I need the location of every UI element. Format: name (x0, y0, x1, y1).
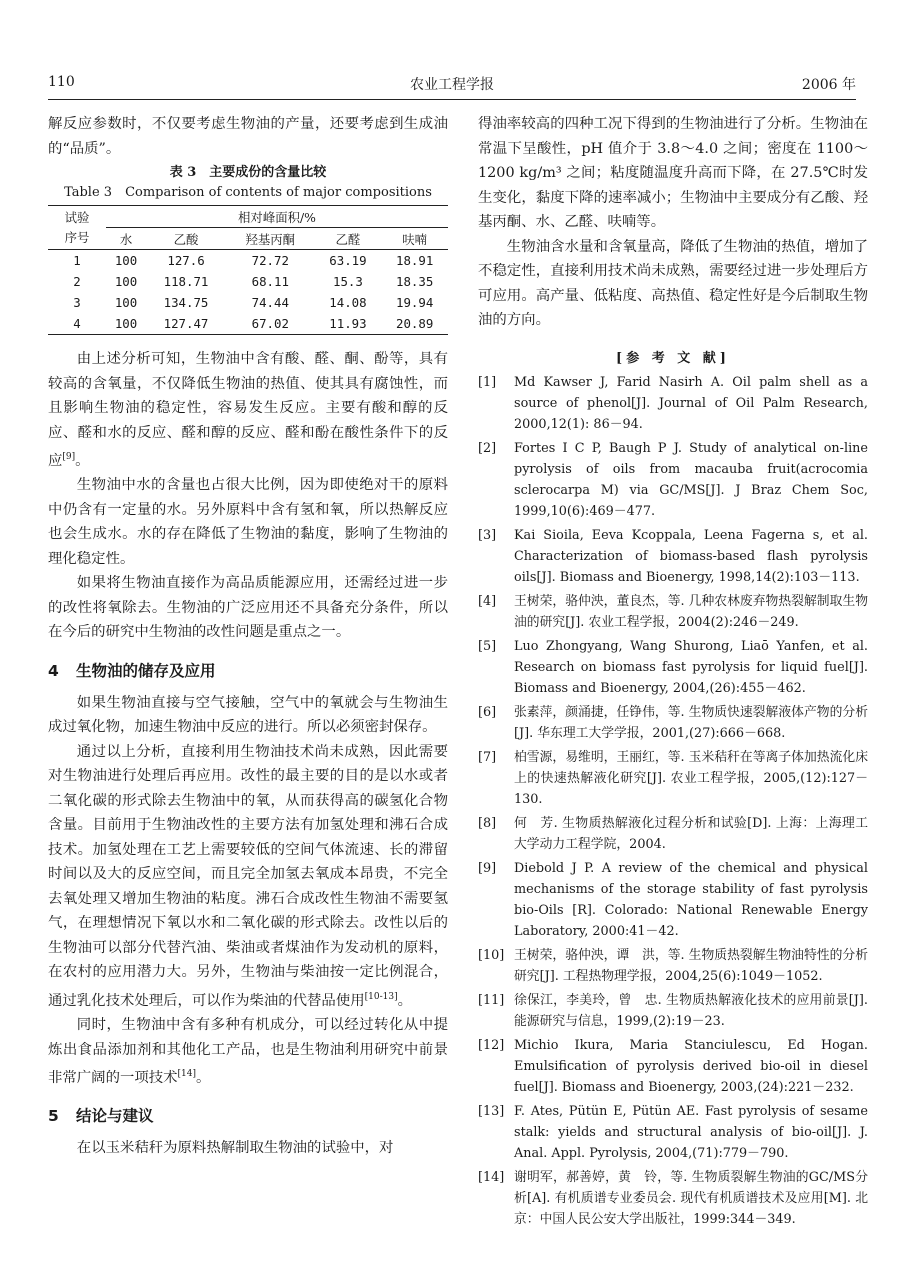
table-row (48, 250, 448, 272)
reference-item (478, 1101, 868, 1164)
section-title: 生物油的储存及应用 (76, 661, 216, 680)
reference-text: Fortes I C P, Baugh P J. Study of analytical on-line pyrolysis of oils from macauba fruit(acrocomia sclerocarpa M) via GC/MS[J]. J Braz Chem Soc, 1999,10(6):469－477. (514, 440, 868, 519)
paragraph-analysis (48, 347, 448, 473)
reference-text: 张素萍，颜涌捷，任铮伟，等. 生物质快速裂解液体产物的分析[J]. 华东理工大学学报，2001,(27):666－668. (514, 704, 868, 741)
table-col-header: 呋喃 (402, 231, 428, 247)
table-cell: 100 (114, 295, 138, 310)
section-number: 5 (48, 1107, 59, 1126)
table-caption-en: Table 3 Comparison of contents of major compositions (64, 185, 432, 200)
reference-text: 王树荣，骆仲泱，谭 洪，等. 生物质热裂解生物油特性的分析研究[J]. 工程热物理学报，2004,25(6):1049－1052. (514, 947, 868, 984)
table-head-trial-line1: 试验 (64, 209, 90, 225)
reference-item (478, 591, 868, 633)
table-col-header: 羟基丙酮 (245, 231, 296, 247)
reference-item (478, 858, 868, 942)
reference-text: Md Kawser J, Farid Nasirh A. Oil palm shell as a source of phenol[J]. Journal of Oil Palm Research, 2000,12(1): 86－94. (514, 374, 868, 432)
reference-text: 谢明军，郝善婷，黄 铃，等. 生物质裂解生物油的GC/MS分析[A]. 有机质谱专业委员会. 现代有机质谱技术及应用[M]. 北京：中国人民公安大学出版社，1999:344－349. (514, 1169, 868, 1227)
reference-number: [12] (478, 1037, 505, 1053)
table-cell: 100 (114, 316, 138, 331)
intro-paragraph: 解反应参数时，不仅要考虑生物油的产量，还要考虑到生成油的“品质”。 (48, 116, 448, 157)
paragraph-conclusion-cont: 得油率较高的四种工况下得到的生物油进行了分析。生物油在常温下呈酸性，pH 值介于 3.8～4.0 之间；密度在 1100～1200 kg/m³ 之间；粘度随温度升高而下降，在 27.5℃时发生变化，黏度下降的速率减小；生物油中主要成分有乙酸、羟基丙酮、水、乙醛、呋喃等。 (478, 116, 868, 230)
publication-year: 2006 年 (801, 77, 856, 93)
paragraph-chemicals (48, 1013, 448, 1090)
table-cell: 134.75 (163, 295, 209, 310)
reference-item (478, 702, 868, 744)
reference-text: Kai Sioila, Eeva Kcoppala, Leena Fagerna s, et al. Characterization of biomass-based flash pyrolysis oils[J]. Biomass and Bioenergy, 1998,14(2):103－113. (514, 527, 868, 585)
table-cell: 100 (114, 253, 138, 268)
paragraph-outlook: 生物油含水量和含氧量高，降低了生物油的热值，增加了不稳定性，直接利用技术尚未成熟，需要经过进一步处理后方可应用。高产量、低粘度、高热值、稳定性好是今后制取生物油的方向。 (478, 238, 868, 328)
table-cell: 3 (73, 295, 81, 310)
table-span-header: 相对峰面积/% (106, 206, 448, 228)
journal-name: 农业工程学报 (410, 77, 494, 93)
right-column (478, 112, 868, 1233)
reference-item (478, 636, 868, 699)
paragraph-end: 。 (75, 452, 90, 469)
reference-number: [4] (478, 593, 497, 609)
header-rule (48, 99, 856, 100)
paragraph-conclusion-start: 在以玉米秸秆为原料热解制取生物油的试验中，对 (76, 1140, 394, 1157)
paragraph-end: 。 (397, 992, 412, 1009)
reference-number: [14] (478, 1169, 505, 1185)
table-cell: 67.02 (251, 316, 289, 331)
table-head-trial-line2: 序号 (64, 229, 90, 245)
table-cell: 1 (73, 253, 81, 268)
reference-text: 柏雪源，易维明，王丽红，等. 玉米秸秆在等离子体加热流化床上的快速热解液化研究[J]. 农业工程学报，2005,(12):127－130. (514, 749, 868, 807)
reference-item (478, 1167, 868, 1230)
reference-number: [6] (478, 704, 497, 720)
paragraph-text: 同时，生物油中含有多种有机成分，可以经过转化从中提炼出食品添加剂和其他化工产品，也是生物油利用研究中前景非常广阔的一项技术 (48, 1017, 448, 1086)
reference-number: [2] (478, 440, 497, 456)
table-cell: 100 (114, 274, 138, 289)
paragraph-storage: 如果生物油直接与空气接触，空气中的氧就会与生物油生成过氧化物，加速生物油中反应的进行。所以必须密封保存。 (48, 694, 448, 736)
reference-text: Michio Ikura, Maria Stanciulescu, Ed Hogan. Emulsification of pyrolysis derived bio-oil in diesel fuel[J]. Biomass and Bioenergy, 2003,(24):221－232. (514, 1037, 868, 1095)
left-column (48, 112, 448, 1161)
table-cell: 15.3 (333, 274, 363, 289)
reference-item (478, 813, 868, 855)
table-caption-cn: 表 3 主要成份的含量比较 (169, 165, 327, 180)
reference-item (478, 747, 868, 810)
composition-table (48, 205, 448, 335)
reference-number: [5] (478, 638, 497, 654)
table-cell: 18.91 (395, 253, 434, 268)
reference-number: [8] (478, 815, 497, 831)
reference-number: [9] (478, 860, 497, 876)
section-4-heading (48, 659, 448, 681)
reference-number: [7] (478, 749, 497, 765)
reference-number: [11] (478, 992, 505, 1008)
paragraph-end: 。 (196, 1069, 211, 1086)
table-row (48, 271, 448, 292)
reference-item (478, 990, 868, 1032)
table-cell: 63.19 (329, 253, 367, 268)
table-cell: 118.71 (163, 274, 209, 289)
table-cell: 20.89 (395, 316, 434, 331)
reference-item (478, 525, 868, 588)
table-row (48, 313, 448, 335)
paragraph-modification: 如果将生物油直接作为高品质能源应用，还需经过进一步的改性将氧除去。生物油的广泛应用还不具备充分条件，所以在今后的研究中生物油的改性问题是重点之一。 (48, 575, 448, 641)
table-col-header: 乙醛 (335, 231, 361, 247)
reference-item (478, 372, 868, 435)
citation: [14] (177, 1069, 197, 1080)
table-head-trial (48, 206, 106, 250)
section-title: 结论与建议 (76, 1107, 154, 1126)
reference-text: 徐保江，李美玲，曾 忠. 生物质热解液化技术的应用前景[J]. 能源研究与信息，1999,(2):19－23. (514, 992, 868, 1029)
table-col-header: 乙酸 (173, 231, 199, 247)
reference-item (478, 438, 868, 522)
paragraph-text: 由上述分析可知，生物油中含有酸、醛、酮、酚等，具有较高的含氧量，不仅降低生物油的热值、使其具有腐蚀性，而且影响生物油的稳定性，容易发生反应。主要有酸和醇的反应、醛和水的反应、醛和醇的反应、醛和酚在酸性条件下的反应 (48, 351, 448, 469)
table-cell: 127.47 (163, 316, 209, 331)
reference-item (478, 1035, 868, 1098)
section-5-heading (48, 1104, 448, 1126)
table-cell: 14.08 (329, 295, 367, 310)
table-cell: 18.35 (395, 274, 434, 289)
section-number: 4 (48, 661, 59, 680)
reference-text: Diebold J P. A review of the chemical and physical mechanisms of the storage stability of fast pyrolysis bio-Oils [R]. Colorado: National Renewable Energy Laboratory, 2000:41－42. (514, 860, 868, 939)
paragraph-text: 通过以上分析，直接利用生物油技术尚未成熟，因此需要对生物油进行处理后再应用。改性的最主要的目的是以水或者二氧化碳的形式除去生物油中的氧，从而获得高的碳氢化合物含量。目前用于生物油改性的主要方法有加氢处理和沸石合成技术。加氢处理在工艺上需要较低的空间气体流速、长的滞留时间以及大的反应空间，而且完全加氢去氧成本昂贵，不完全去氧处理又增加生物油的粘度。沸石合成改性生物油不需要氢气，在理想情况下氧以水和二氧化碳的形式除去。改性以后的生物油可以部分代替汽油、柴油或者煤油作为发动机的原料，在农村的应用潜力大。另外，生物油与柴油按一定比例混合，通过乳化技术处理后，可以作为柴油的代替品使用 (48, 743, 448, 1009)
paragraph-upgrading (48, 740, 448, 1013)
table-cell: 4 (73, 316, 81, 331)
reference-number: [13] (478, 1103, 505, 1119)
references-heading: [参 考 文 献] (616, 350, 730, 366)
table-cell: 68.11 (251, 274, 289, 289)
running-header (48, 74, 856, 96)
reference-text: Luo Zhongyang, Wang Shurong, Liaō Yanfen, et al. Research on biomass fast pyrolysis for liquid fuel[J]. Biomass and Bioenergy, 2004,(26):455－462. (514, 638, 868, 696)
table-cell: 2 (73, 274, 81, 289)
page-number: 110 (48, 74, 75, 90)
reference-number: [10] (478, 947, 505, 963)
table-row (48, 292, 448, 313)
table-col-header: 水 (119, 231, 133, 247)
reference-item (478, 945, 868, 987)
table-cell: 72.72 (251, 253, 289, 268)
citation: [9] (62, 452, 76, 462)
table-cell: 19.94 (395, 295, 434, 310)
paragraph-water: 生物油中水的含量也占很大比例，因为即使绝对干的原料中仍含有一定量的水。另外原料中含有氢和氧，所以热解反应也会生成水。水的存在降低了生物油的黏度，影响了生物油的理化稳定性。 (48, 477, 448, 567)
reference-list (478, 372, 868, 1230)
table-cell: 127.6 (167, 253, 205, 268)
reference-number: [3] (478, 527, 497, 543)
reference-text: F. Ates, Pütün E, Pütün AE. Fast pyrolysis of sesame stalk: yields and structural analysis of bio-oil[J]. J. Anal. Appl. Pyrolysis, 2004,(71):779－790. (514, 1103, 868, 1161)
table-cell: 74.44 (251, 295, 289, 310)
citation: [10-13] (364, 991, 398, 1002)
reference-text: 何 芳. 生物质热解液化过程分析和试验[D]. 上海：上海理工大学动力工程学院，2004. (514, 815, 868, 852)
reference-number: [1] (478, 374, 497, 390)
table-cell: 11.93 (329, 316, 367, 331)
reference-text: 王树荣，骆仲泱，董良杰，等. 几种农林废弃物热裂解制取生物油的研究[J]. 农业工程学报，2004(2):246－249. (514, 593, 868, 630)
